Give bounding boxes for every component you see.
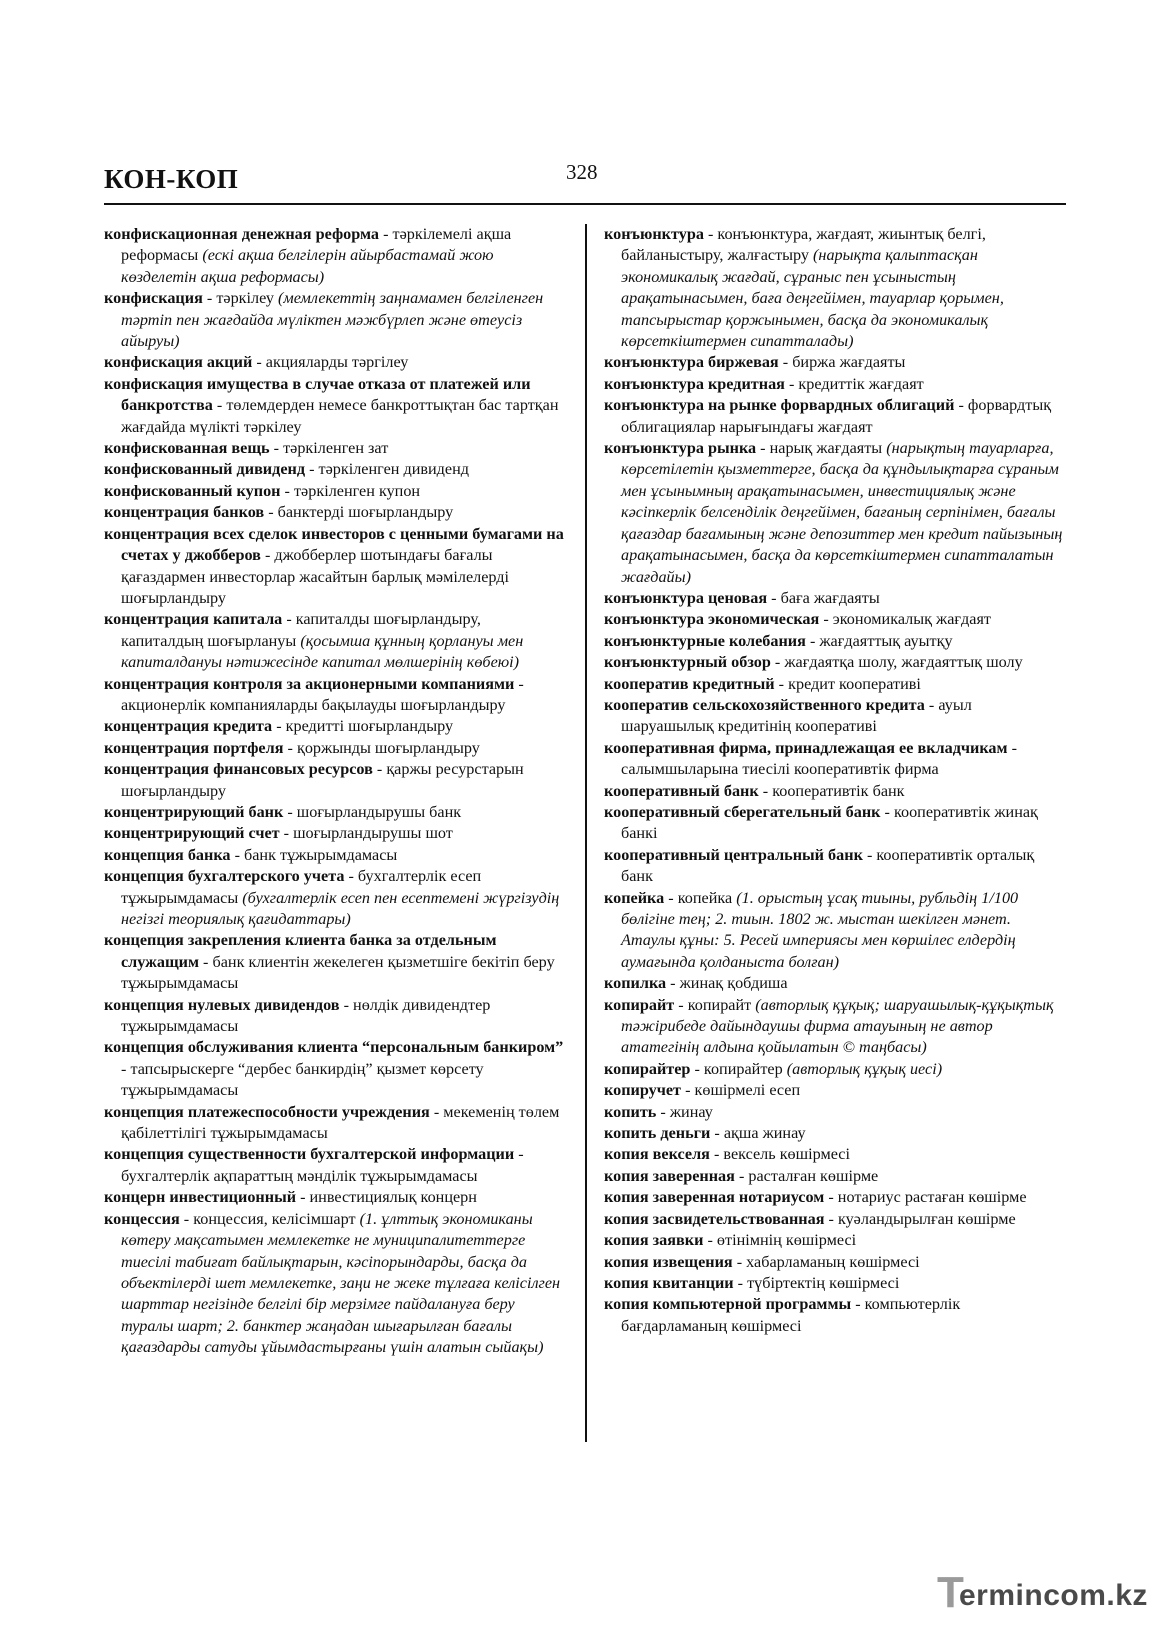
dictionary-entry: конфискованный купон - тәркіленген купон: [104, 481, 421, 500]
dictionary-entry: кооперативная фирма, принадлежащая ее вкладчикам - салымшыларына тиесілі кооперативтік фирма: [604, 738, 1017, 779]
dictionary-entry: конъюнктура на рынке форвардных облигаций - форвардтық облигациялар нарығындағы жағдаят: [604, 396, 1052, 436]
entry-term: конъюнктура экономическая: [604, 610, 820, 629]
dictionary-entry: конфискационная денежная реформа - тәркілемелі ақша реформасы (ескі ақша белгілерін айырбастамай жою көзделетін ақша реформасы): [104, 225, 512, 286]
entry-translation: тәркілеу: [216, 289, 274, 308]
entry-term: концентрирующий счет: [104, 824, 280, 843]
entry-term: копия квитанции: [604, 1273, 734, 1292]
entry-translation: бухгалтерлік есеп тұжырымдамасы: [121, 867, 482, 907]
entry-term: конъюнктурный обзор: [604, 653, 771, 672]
dictionary-entry: концепция платежеспособности учреждения - мекеменің төлем қабілеттілігі тұжырымдамасы: [104, 1102, 560, 1143]
dictionary-entry: копия векселя - вексель көшірмесі: [604, 1145, 850, 1164]
entry-term: конфискация акций: [104, 353, 253, 372]
entry-translation: тәркіленген дивиденд: [318, 460, 470, 479]
entry-translation: копирайтер: [703, 1059, 783, 1078]
entry-term: кооперативный сберегательный банк: [604, 802, 881, 821]
entry-note: (авторлық құқық; шаруашылық-құқықтық тәжірибеде дайындаушы фирма атауының не автор ататегінің алдына қойылатын © таңбасы): [621, 995, 1054, 1057]
entry-translation: ауыл шаруашылық кредитінің кооперативі: [621, 695, 972, 736]
entry-term: кооператив кредитный: [604, 674, 775, 693]
entry-term: конфискация: [104, 289, 203, 308]
entry-term: конфискация имущества в случае отказа от платежей или банкротства: [104, 374, 531, 415]
entry-note: (авторлық құқық иесі): [786, 1059, 943, 1078]
entry-note: (1. ұлттық экономиканы көтеру мақсатымен мемлекетке не муниципалитеттерге тиесілі табиғат байлықтарын, кәсіпорындарды, басқа да объектілерді шет мемлекетке, заңи не жеке тұлғаға келісілген шарттар негізінде белгілі бір мерзімге пайдалануға беру туралы шарт; 2. банктер жаңадан шығарылған бағалы қағаздарды сатуды ұйымдастырғаны үшін алатын сыйақы): [121, 1209, 561, 1357]
entry-term: конъюнктура биржевая: [604, 353, 779, 372]
dictionary-entry: концепция обслуживания клиента “персональным банкиром” - тапсырыскерге “дербес банкирдің” қызмет көрсету тұжырымдамасы: [104, 1038, 564, 1100]
entry-term: конъюнктура: [604, 225, 704, 243]
entry-term: копия заявки: [604, 1231, 704, 1250]
entry-translation: нөлдік дивидендтер тұжырымдамасы: [121, 995, 491, 1036]
entry-note: (мемлекеттің заңнамамен белгіленген тәртіп пен жағдайда мүліктен мәжбүрлеп және өтеусіз айыруы): [121, 289, 544, 351]
entry-term: концентрация контроля за акционерными компаниями: [104, 674, 515, 693]
header-rule: [104, 203, 1066, 205]
dictionary-entry: копия заявки - өтінімнің көшірмесі: [604, 1231, 857, 1250]
entry-term: копирайтер: [604, 1059, 691, 1078]
entry-translation: капиталды шоғырландыру, капиталдың шоғырлануы: [121, 610, 481, 650]
dictionary-entry: концентрирующий счет - шоғырландырушы шот: [104, 824, 453, 843]
dictionary-entry: концессия - концессия, келісімшарт (1. ұлттық экономиканы көтеру мақсатымен мемлекетке не муниципалитеттерге тиесілі табиғат байлықтарын, кәсіпорындарды, басқа да объектілерді шет мемлекетке, заңи не жеке тұлғаға келісілген шарттар негізінде белгілі бір мерзімге пайдалануға беру туралы шарт; 2. банктер жаңадан шығарылған бағалы қағаздарды сатуды ұйымдастырғаны үшін алатын сыйақы): [104, 1209, 561, 1357]
entry-translation: акционерлік компанияларды бақылауды шоғырландыру: [121, 695, 506, 714]
entry-translation: банк клиентін жекелеген қызметшіге бекітіп беру тұжырымдамасы: [121, 952, 555, 993]
entry-term: кооперативная фирма, принадлежащая ее вкладчикам: [604, 738, 1008, 757]
dictionary-entry: концентрация банков - банктерді шоғырландыру: [104, 503, 454, 522]
entry-term: конфискационная денежная реформа: [104, 225, 380, 243]
entry-translation: кредит кооперативі: [788, 674, 921, 693]
entry-translation: ақша жинау: [723, 1124, 806, 1143]
entry-translation: жинақ қобдиша: [679, 974, 788, 993]
entry-translation: хабарламаның көшірмесі: [746, 1252, 920, 1271]
entry-translation: кооперативтік жинақ банкі: [621, 802, 1038, 843]
dictionary-entry: копия заверенная - расталған көшірме: [604, 1166, 879, 1185]
entry-term: копия компьютерной программы: [604, 1295, 852, 1314]
dictionary-entry: концепция закрепления клиента банка за отдельным служащим - банк клиентін жекелеген қызметшіге бекітіп беру тұжырымдамасы: [104, 931, 555, 993]
dictionary-entry: конфискация - тәркілеу (мемлекеттің заңнамамен белгіленген тәртіп пен жағдайда мүліктен мәжбүрлеп және өтеусіз айыруы): [104, 289, 544, 351]
entry-translation: жағдаятқа шолу, жағдаяттық шолу: [784, 653, 1023, 672]
entry-term: концепция бухгалтерского учета: [104, 867, 345, 886]
dictionary-entry: конъюнктура - конъюнктура, жағдаят, жиынтық белгі, байланыстыру, жалғастыру (нарықта қалыптасқан экономикалық жағдай, сұраныс пен ұсыныстың арақатынасымен, баға деңгейімен, тауарлар қорымен, тапсырыстар қоржынымен, басқа да экономикалық көрсеткіштермен сипатталады): [604, 225, 1004, 351]
entry-note: (қосымша құнның қорлануы мен капиталдануы нәтижесінде капитал мөлшерінің көбеюі): [121, 631, 524, 672]
dictionary-entry: кооперативный банк - кооперативтік банк: [604, 781, 905, 800]
entry-term: копилка: [604, 974, 667, 993]
entry-translation: кооперативтік банк: [772, 781, 905, 800]
entry-translation: төлемдерден немесе банкроттықтан бас тартқан жағдайда мүлікті тәркілеу: [121, 396, 559, 436]
entry-translation: кредиттік жағдаят: [798, 374, 924, 393]
entry-translation: экономикалық жағдаят: [832, 610, 991, 629]
entry-translation: тәркіленген купон: [293, 481, 421, 500]
dictionary-entry: концепция нулевых дивидендов - нөлдік дивидендтер тұжырымдамасы: [104, 995, 491, 1036]
entry-translation: банктерді шоғырландыру: [277, 503, 454, 522]
dictionary-entry: концентрирующий банк - шоғырландырушы банк: [104, 802, 462, 821]
entry-translation: қаржы ресурстарын шоғырландыру: [121, 760, 524, 800]
entry-term: концентрация кредита: [104, 717, 273, 736]
entry-term: концентрация финансовых ресурсов: [104, 760, 373, 779]
entry-term: концентрация портфеля: [104, 738, 284, 757]
dictionary-entry: копия компьютерной программы - компьютерлік бағдарламаның көшірмесі: [604, 1295, 961, 1335]
dictionary-entry: конъюнктура экономическая - экономикалық жағдаят: [604, 610, 991, 629]
entry-term: копия засвидетельствованная: [604, 1209, 825, 1228]
entry-term: конъюнктура на рынке форвардных облигаций: [604, 396, 955, 415]
dictionary-entry: конъюнктура кредитная - кредиттік жағдаят: [604, 374, 924, 393]
dictionary-entry: копить деньги - ақша жинау: [604, 1124, 806, 1143]
page-header: [104, 150, 1064, 200]
dictionary-entry: кооперативный сберегательный банк - кооперативтік жинақ банкі: [604, 802, 1038, 843]
dictionary-entry: копиручет - көшірмелі есеп: [604, 1081, 801, 1100]
entry-term: концессия: [104, 1209, 180, 1228]
entry-term: копирайт: [604, 995, 675, 1014]
entry-term: конъюнктурные колебания: [604, 631, 806, 650]
entry-translation: кооперативтік орталық банк: [621, 845, 1035, 886]
entry-translation: баға жағдаяты: [780, 588, 880, 607]
dictionary-entry: копия заверенная нотариусом - нотариус растаған көшірме: [604, 1188, 1027, 1207]
dictionary-entry: концентрация кредита - кредитті шоғырландыру: [104, 717, 454, 736]
entry-translation: көшірмелі есеп: [694, 1081, 801, 1100]
dictionary-entry: концентрация портфеля - қоржынды шоғырландыру: [104, 738, 480, 757]
dictionary-entry: кооператив сельскохозяйственного кредита - ауыл шаруашылық кредитінің кооперативі: [604, 695, 972, 736]
entry-translation: нарық жағдаяты: [769, 439, 883, 458]
dictionary-entry: концепция существенности бухгалтерской информации - бухгалтерлік ақпараттың мәнділік тұжырымдамасы: [104, 1145, 524, 1185]
entry-term: концепция банка: [104, 845, 231, 864]
dictionary-entry: конъюнктура биржевая - биржа жағдаяты: [604, 353, 906, 372]
dictionary-entry: кооперативный центральный банк - кооперативтік орталық банк: [604, 845, 1035, 886]
entry-translation: шоғырландырушы шот: [293, 824, 453, 843]
dictionary-entry: концепция банка - банк тұжырымдамасы: [104, 845, 398, 864]
dictionary-entry: конфискованный дивиденд - тәркіленген дивиденд: [104, 460, 470, 479]
dictionary-entry: копирайтер - копирайтер (авторлық құқық иесі): [604, 1059, 943, 1078]
entry-term: кооператив сельскохозяйственного кредита: [604, 695, 925, 714]
entry-translation: куәландырылған көшірме: [837, 1209, 1016, 1228]
entry-translation: тапсырыскерге “дербес банкирдің” қызмет көрсету тұжырымдамасы: [121, 1059, 484, 1100]
entry-term: копия векселя: [604, 1145, 710, 1164]
entry-term: конъюнктура кредитная: [604, 374, 785, 393]
entry-term: копиручет: [604, 1081, 682, 1100]
dictionary-entry: копия извещения - хабарламаның көшірмесі: [604, 1252, 920, 1271]
entry-translation: биржа жағдаяты: [792, 353, 906, 372]
entry-term: кооперативный центральный банк: [604, 845, 863, 864]
entry-translation: жинау: [669, 1102, 713, 1121]
dictionary-entry: конфискованная вещь - тәркіленген зат: [104, 439, 389, 458]
entry-term: копить: [604, 1102, 657, 1121]
right-column: [604, 224, 1068, 1337]
entry-note: (бухгалтерлік есеп пен есептемені жүргізудің негізгі теориялық қағидаттары): [121, 888, 560, 928]
entry-note: (нарықта қалыптасқан экономикалық жағдай, сұраныс пен ұсыныстың арақатынасымен, баға деңгейімен, тауарлар қорымен, тапсырыстар қоржынымен, басқа да экономикалық көрсеткіштермен сипатталады): [621, 246, 1004, 351]
dictionary-entry: копилка - жинақ қобдиша: [604, 974, 788, 993]
column-divider: [585, 224, 587, 1442]
entry-note: (нарықтың тауарларға, көрсетілетін қызметтерге, басқа да құндылықтарға сұраным мен ұсынымның арақатынасымен, инвестициялық және кәсіпкерлік белсенділік деңгейімен, бағаның серпінімен, бағалы қағаздар бағамының және депозиттер мен кредит пайызының арақатынасымен, басқа да көрсеткіштермен сипатталатын жағдайы): [621, 439, 1063, 586]
entry-translation: бухгалтерлік ақпараттың мәнділік тұжырымдамасы: [121, 1166, 478, 1185]
entry-term: копейка: [604, 888, 665, 907]
entry-translation: тәркілемелі ақша реформасы: [121, 225, 512, 265]
dictionary-entry: копирайт - копирайт (авторлық құқық; шаруашылық-құқықтық тәжірибеде дайындаушы фирма атауының не автор ататегінің алдына қойылатын © таңбасы): [604, 995, 1054, 1057]
entry-translation: джобберлер шотындағы бағалы қағаздармен инвесторлар жасайтын барлық мәмілелерді шоғырландыру: [121, 546, 510, 607]
dictionary-entry: конфискация акций - акцияларды тәргілеу: [104, 353, 409, 372]
entry-translation: мекеменің төлем қабілеттілігі тұжырымдамасы: [121, 1102, 560, 1143]
entry-translation: нотариус растаған көшірме: [837, 1188, 1027, 1207]
entry-term: конфискованная вещь: [104, 439, 270, 458]
entry-translation: шоғырландырушы банк: [296, 802, 462, 821]
entry-term: концепция существенности бухгалтерской информации: [104, 1145, 515, 1164]
dictionary-entry: конъюнктура рынка - нарық жағдаяты (нарықтың тауарларға, көрсетілетін қызметтерге, басқа да құндылықтарға сұраным мен ұсынымның арақатынасымен, инвестициялық және кәсіпкерлік белсенділік деңгейімен, бағаның серпінімен, бағалы қағаздар бағамының және депозиттер мен кредит пайызының арақатынасымен, басқа да көрсеткіштермен сипатталатын жағдайы): [604, 439, 1063, 586]
dictionary-entry: концепция бухгалтерского учета - бухгалтерлік есеп тұжырымдамасы (бухгалтерлік есеп пен есептемені жүргізудің негізгі теориялық қағидаттары): [104, 867, 560, 928]
entry-translation: форвардтық облигациялар нарығындағы жағдаят: [621, 396, 1052, 436]
logo-text: ermincom.kz: [959, 1579, 1148, 1612]
entry-translation: қоржынды шоғырландыру: [296, 738, 480, 757]
page-number: 328: [566, 160, 598, 184]
entry-translation: түбіртектің көшірмесі: [747, 1273, 900, 1292]
entry-term: копия извещения: [604, 1252, 733, 1271]
entry-translation: банк тұжырымдамасы: [244, 845, 398, 864]
section-title: КОН-КОП: [104, 164, 239, 194]
dictionary-entry: копейка - копейка (1. орыстың ұсақ тиыны, рубльдің 1/100 бөлігіне тең; 2. тиын. 1802 ж. мыстан шекілген мәнет. Атаулы құны: 5. Ресей империясы мен көршілес елдердің аумағында қолданыста болған): [604, 888, 1019, 971]
entry-note: (ескі ақша белгілерін айырбастамай жою көзделетін ақша реформасы): [121, 246, 494, 286]
entry-translation: расталған көшірме: [748, 1166, 879, 1185]
termincom-logo: [937, 1568, 1149, 1618]
dictionary-entry: конфискация имущества в случае отказа от платежей или банкротства - төлемдерден немесе банкроттықтан бас тартқан жағдайда мүлікті тәркілеу: [104, 374, 559, 436]
dictionary-entry: концентрация финансовых ресурсов - қаржы ресурстарын шоғырландыру: [104, 760, 524, 800]
entry-translation: акцияларды тәргілеу: [265, 353, 409, 372]
dictionary-entry: копия квитанции - түбіртектің көшірмесі: [604, 1273, 900, 1292]
dictionary-entry: концентрация контроля за акционерными компаниями - акционерлік компанияларды бақылауды шоғырландыру: [104, 674, 524, 714]
entry-term: конъюнктура рынка: [604, 439, 757, 458]
entry-term: копия заверенная: [604, 1166, 735, 1185]
dictionary-entry: концентрация капитала - капиталды шоғырландыру, капиталдың шоғырлануы (қосымша құнның қорлануы мен капиталдануы нәтижесінде капитал мөлшерінің көбеюі): [104, 610, 524, 672]
logo-letter: T: [937, 1568, 964, 1617]
entry-translation: копирайт: [687, 995, 752, 1014]
entry-translation: тәркіленген зат: [283, 439, 389, 458]
entry-term: копить деньги: [604, 1124, 711, 1143]
dictionary-entry: конъюнктурный обзор - жағдаятқа шолу, жағдаяттық шолу: [604, 653, 1023, 672]
entry-term: концепция нулевых дивидендов: [104, 995, 340, 1014]
entry-term: концентрация всех сделок инвесторов с ценными бумагами на счетах у джобберов: [104, 524, 564, 565]
dictionary-entry: копия засвидетельствованная - куәландырылған көшірме: [604, 1209, 1016, 1228]
entry-translation: концессия, келісімшарт: [193, 1209, 356, 1228]
entry-term: концентрирующий банк: [104, 802, 284, 821]
entry-term: концепция обслуживания клиента “персональным банкиром”: [104, 1038, 564, 1057]
entry-translation: копейка: [677, 888, 733, 907]
entry-term: концерн инвестиционный: [104, 1188, 297, 1207]
dictionary-entry: концентрация всех сделок инвесторов с ценными бумагами на счетах у джобберов - джобберлер шотындағы бағалы қағаздармен инвесторлар жасайтын барлық мәмілелерді шоғырландыру: [104, 524, 564, 607]
entry-translation: конъюнктура, жағдаят, жиынтық белгі, байланыстыру, жалғастыру: [621, 225, 986, 265]
entry-term: конфискованный купон: [104, 481, 281, 500]
entry-translation: салымшыларына тиесілі кооперативтік фирма: [621, 760, 939, 779]
entry-translation: вексель көшірмесі: [723, 1145, 850, 1164]
entry-term: конъюнктура ценовая: [604, 588, 768, 607]
entry-translation: кредитті шоғырландыру: [285, 717, 454, 736]
dictionary-entry: копить - жинау: [604, 1102, 713, 1121]
entry-term: концентрация банков: [104, 503, 265, 522]
left-column: [104, 224, 566, 1359]
dictionary-entry: концерн инвестиционный - инвестициялық концерн: [104, 1188, 477, 1207]
entry-term: концепция закрепления клиента банка за отдельным служащим: [104, 931, 497, 971]
entry-note: (1. орыстың ұсақ тиыны, рубльдің 1/100 бөлігіне тең; 2. тиын. 1802 ж. мыстан шекілген мәнет. Атаулы құны: 5. Ресей империясы мен көршілес елдердің аумағында қолданыста болған): [621, 888, 1019, 971]
dictionary-entry: кооператив кредитный - кредит кооперативі: [604, 674, 921, 693]
entry-term: кооперативный банк: [604, 781, 759, 800]
entry-term: конфискованный дивиденд: [104, 460, 306, 479]
entry-translation: инвестициялық концерн: [309, 1188, 477, 1207]
entry-term: копия заверенная нотариусом: [604, 1188, 825, 1207]
dictionary-entry: конъюнктурные колебания - жағдаяттық ауытқу: [604, 631, 953, 650]
entry-translation: өтінімнің көшірмесі: [716, 1231, 857, 1250]
entry-translation: компьютерлік бағдарламаның көшірмесі: [621, 1295, 961, 1335]
entry-translation: жағдаяттық ауытқу: [819, 631, 953, 650]
entry-term: концепция платежеспособности учреждения: [104, 1102, 430, 1121]
dictionary-entry: конъюнктура ценовая - баға жағдаяты: [604, 588, 880, 607]
entry-term: концентрация капитала: [104, 610, 283, 629]
